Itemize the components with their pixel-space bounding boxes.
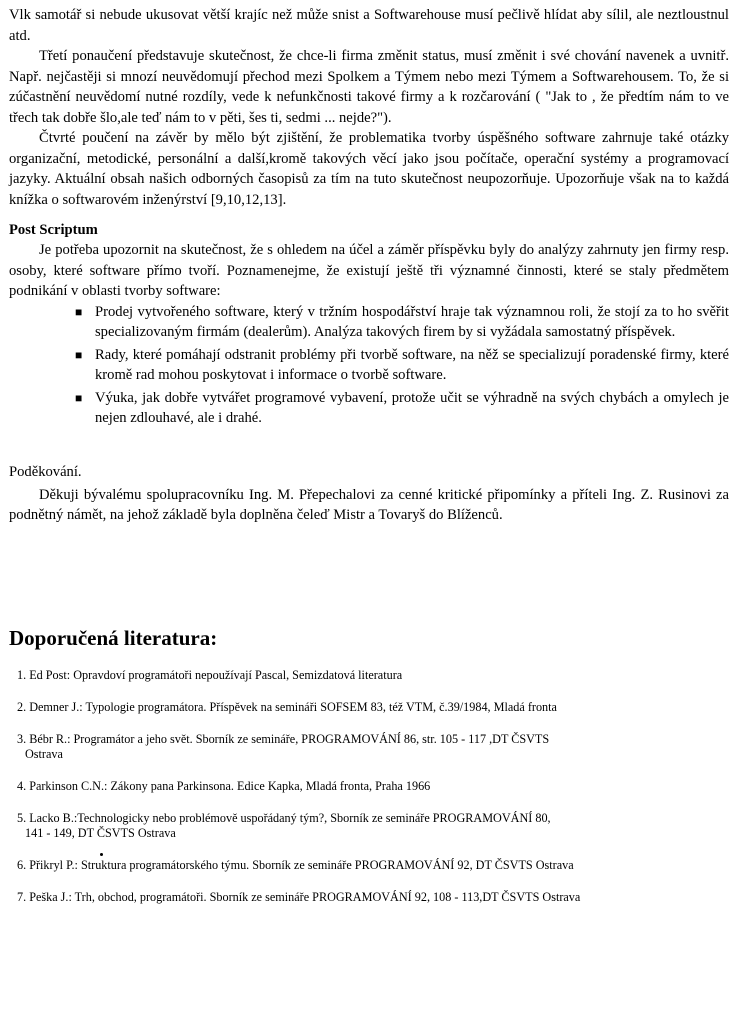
bullet-icon: ■: [75, 347, 83, 362]
paragraph-third-lesson: Třetí ponaučení představuje skutečnost, že chce-li firma změnit status, musí změnit i své chování navenek a uvnitř. Např. nejčastěji si mnozí neuvědomují přechod mezi Spolkem a Týmem nebo mezi Týmem a Softwarehousem. To, že si zúčastnění neuvědomí nutné rozdíly, vede k nefunkčnosti takové firmy a k rozčarování ( "Jak to , že předtím nám to ve třech tak dobře šlo,ale teď nám to v pěti, šes ti, sedmi ... nejde?").: [9, 48, 729, 126]
list-item: [75, 388, 729, 429]
reference-text: 5. Lacko B.:Technologicky nebo problémově uspořádaný tým?, Sborník ze semináře PROGRAMOVÁNÍ 80,: [17, 810, 551, 825]
reference-item: [17, 700, 729, 715]
reference-text: 1. Ed Post: Opravdoví programátoři nepoužívají Pascal, Semizdatová literatura: [17, 667, 403, 682]
reference-text: 3. Bébr R.: Programátor a jeho svět. Sborník ze semináře, PROGRAMOVÁNÍ 86, str. 105 - 117 ,DT ČSVTS: [17, 731, 550, 746]
post-scriptum-intro: Je potřeba upozornit na skutečnost, že s ohledem na účel a záměr příspěvku byly do analýzy zahrnuty jen firmy resp. osoby, které software přímo tvoří. Poznamenejme, že existují ještě tři významné činnosti, které se staly předmětem podnikání v oblasti tvorby software:: [9, 242, 729, 299]
document-page: [9, 5, 729, 922]
reference-text: 2. Demner J.: Typologie programátora. Příspěvek na semináři SOFSEM 83, též VTM, č.39/1984, Mladá fronta: [17, 699, 557, 714]
reference-list: [9, 668, 729, 905]
reference-item: [17, 779, 729, 794]
reference-item: [17, 890, 729, 905]
acknowledgement-heading: Poděkování.: [9, 463, 82, 480]
acknowledgement-text: Děkuji bývalému spolupracovníku Ing. M. Přepechalovi za cenné kritické připomínky a příteli Ing. Z. Rusinovi za podnětný námět, na jehož základě byla doplněna čeleď Mistr a Tovaryš do Blíženců.: [9, 486, 729, 523]
reference-text: 7. Peška J.: Trh, obchod, programátoři. Sborník ze semináře PROGRAMOVÁNÍ 92, 108 - 113,DT ČSVTS Ostrava: [17, 889, 581, 904]
reference-text-continued: 141 - 149, DT ČSVTS Ostrava: [25, 825, 176, 840]
reference-text-continued: Ostrava: [25, 746, 63, 761]
reference-item: [17, 668, 729, 683]
paragraph-fourth-lesson: Čtvrté poučení na závěr by mělo být zjištění, že problematika tvorby úspěšného software zahrnuje také otázky organizační, metodické, personální a další,kromě takových věcí jako jsou počítače, operační systémy a programovací jazyky. Aktuální obsah našich odborných časopisů za tím na tuto skutečnost neupozorňuje. Upozorňuje však na to každá knížka o softwarovém inženýrství [9,10,12,13].: [9, 130, 729, 208]
post-scriptum-heading: Post Scriptum: [9, 222, 98, 238]
list-item: [75, 345, 729, 386]
list-item-text: Výuka, jak dobře vytvářet programové vybavení, protože učit se výhradně na svých chybách a omylech je nejen zdlouhavé, ale i drahé.: [95, 389, 729, 426]
paragraph-lone-wolf: Vlk samotář si nebude ukusovat větší krajíc než může snist a Softwarehouse musí pečlivě hlídat aby sílil, ale neztloustnul atd.: [9, 7, 729, 44]
reference-item: [17, 858, 729, 873]
reference-item: [17, 732, 729, 762]
reference-text: 4. Parkinson C.N.: Zákony pana Parkinsona. Edice Kapka, Mladá fronta, Praha 1966: [17, 778, 431, 793]
reference-item: [17, 811, 729, 841]
bullet-icon: ■: [75, 390, 83, 405]
activities-list: [9, 302, 729, 429]
reference-text: 6. Přikryl P.: Struktura programátorského týmu. Sborník ze semináře PROGRAMOVÁNÍ 92, DT ČSVTS Ostrava: [17, 857, 574, 872]
list-item: [75, 302, 729, 343]
bullet-icon: ■: [75, 304, 83, 319]
list-item-text: Rady, které pomáhají odstranit problémy při tvorbě software, na něž se specializují poradenské firmy, které kromě rad mohou poskytovat i informace o tvorbě software.: [95, 346, 729, 383]
literature-heading: Doporučená literatura:: [9, 625, 218, 650]
scan-speck: [100, 853, 103, 856]
list-item-text: Prodej vytvořeného software, který v tržním hospodářství hraje tak významnou roli, že stojí za to ho svěřit specializovaným firmám (dealerům). Analýza takových firem by si vyžádala samostatný příspěvek.: [95, 303, 729, 340]
